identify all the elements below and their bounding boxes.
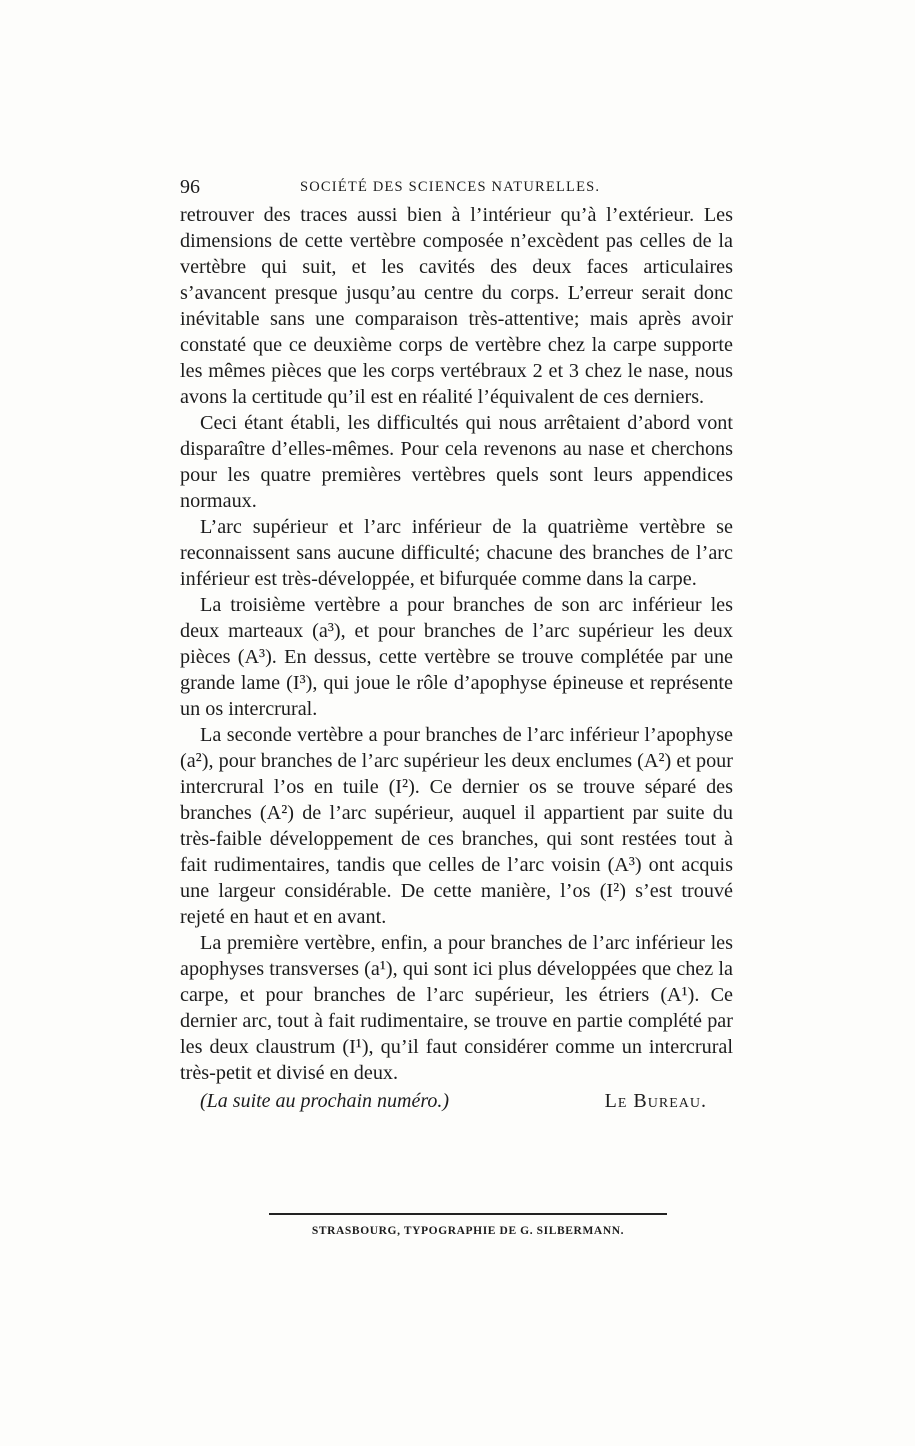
footer-rule xyxy=(269,1213,667,1215)
signature: Le Bureau. xyxy=(604,1090,707,1112)
page-header xyxy=(180,176,733,202)
printer-imprint: STRASBOURG, TYPOGRAPHIE DE G. SILBERMANN. xyxy=(311,1225,625,1237)
paragraph: La première vertèbre, enfin, a pour branches de l’arc inférieur les apophyses transverses (a¹), qui sont ici plus développées que chez la carpe, et pour branches de l’arc supérieur, les étriers (A¹). Ce dernier arc, tout à fait rudimentaire, se trouve en partie complété par les deux claustrum (I¹), qu’il faut considérer comme un intercrural très-petit et divisé en deux. xyxy=(180,932,733,1084)
running-head: SOCIÉTÉ DES SCIENCES NATURELLES. xyxy=(300,179,601,195)
paragraph: L’arc supérieur et l’arc inférieur de la quatrième vertèbre se reconnaissent sans aucune difficulté; chacune des branches de l’arc inférieur est très-développée, et bifurquée comme dans la carpe. xyxy=(180,516,733,590)
page-content xyxy=(180,176,733,1120)
body-text xyxy=(180,202,733,1086)
continuation-note: (La suite au prochain numéro.) xyxy=(200,1090,450,1112)
closing-line xyxy=(180,1086,733,1120)
paragraph: Ceci étant établi, les difficultés qui nous arrêtaient d’abord vont disparaître d’elles-mêmes. Pour cela revenons au nase et cherchons pour les quatre premières vertèbres quels sont leurs appendices normaux. xyxy=(180,412,733,512)
paragraph: La seconde vertèbre a pour branches de l’arc inférieur l’apophyse (a²), pour branches de l’arc supérieur les deux enclumes (A²) et pour intercrural l’os en tuile (I²). Ce dernier os se trouve séparé des branches (A²) de l’arc supérieur, auquel il appartient par suite du très-faible développement de ces branches, qui sont restées tout à fait rudimentaires, tandis que celles de l’arc voisin (A³) ont acquis une largeur considérable. De cette manière, l’os (I²) s’est trouvé rejeté en haut et en avant. xyxy=(180,724,733,928)
paragraph: retrouver des traces aussi bien à l’intérieur qu’à l’extérieur. Les dimensions de cette vertèbre composée n’excèdent pas celles de la vertèbre qui suit, et les cavités des deux faces articulaires s’avancent presque jusqu’au centre du corps. L’erreur serait donc inévitable sans une comparaison très-attentive; mais après avoir constaté que ce deuxième corps de vertèbre chez la carpe supporte les mêmes pièces que les corps vertébraux 2 et 3 chez le nase, nous avons la certitude qu’il est en réalité l’équivalent de ces derniers. xyxy=(180,204,733,408)
page-number: 96 xyxy=(180,176,200,198)
paragraph: La troisième vertèbre a pour branches de son arc inférieur les deux marteaux (a³), et pour branches de l’arc supérieur les deux pièces (A³). En dessus, cette vertèbre se trouve complétée par une grande lame (I³), qui joue le rôle d’apophyse épineuse et représente un os intercrural. xyxy=(180,594,733,720)
